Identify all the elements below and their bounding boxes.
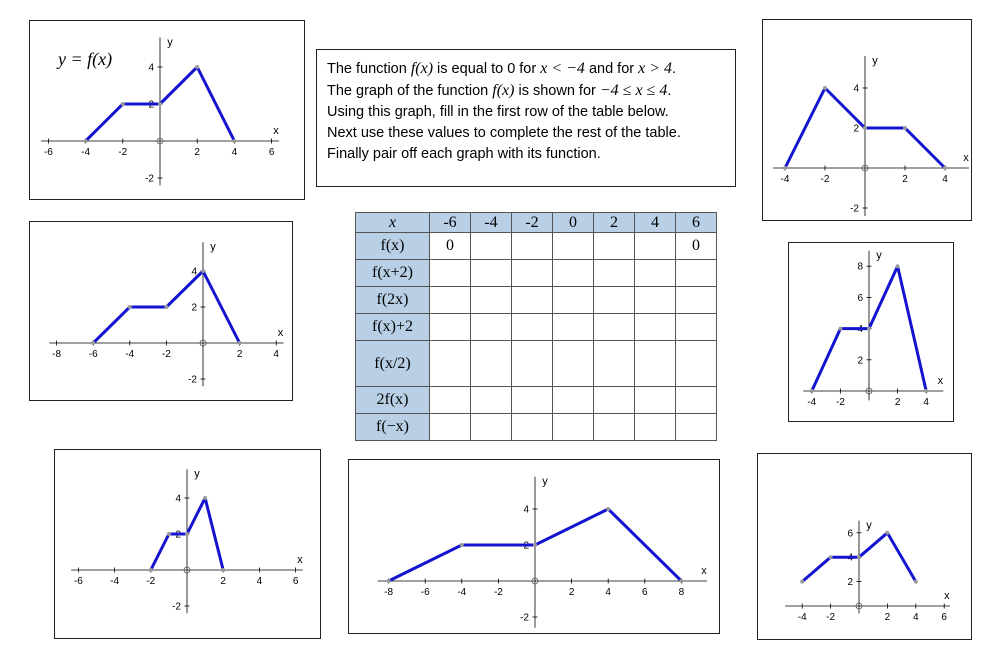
data-point: [885, 531, 889, 535]
table-cell[interactable]: [594, 341, 635, 387]
graph-3: [30, 222, 294, 402]
table-cell[interactable]: [594, 260, 635, 287]
instruction-line-2: [327, 80, 725, 102]
x-tick-label: -2: [161, 349, 171, 360]
table-row: [356, 233, 717, 260]
row-label: f(x): [356, 233, 430, 260]
y-tick-label: -2: [188, 374, 197, 386]
graph-panel-5: [54, 449, 321, 639]
math-x-lt: x < −4: [540, 60, 585, 77]
graph-panel-1: [29, 20, 305, 200]
table-cell[interactable]: [635, 233, 676, 260]
y-tick-label: 2: [175, 529, 181, 541]
x-axis-label: x: [273, 125, 279, 137]
table-row: [356, 414, 717, 441]
table-cell[interactable]: [512, 287, 553, 314]
table-cell[interactable]: [594, 387, 635, 414]
x-tick-label: 2: [894, 397, 901, 408]
row-label: f(x)+2: [356, 314, 430, 341]
table-cell[interactable]: [430, 314, 471, 341]
y-tick-label: -2: [520, 612, 529, 624]
y-tick-label: 4: [523, 504, 529, 516]
y-tick-label: 2: [853, 123, 859, 135]
graph-7: [758, 454, 973, 641]
table-cell[interactable]: [635, 341, 676, 387]
data-point: [810, 389, 814, 393]
x-tick-label: -8: [384, 587, 394, 598]
table-cell[interactable]: [635, 387, 676, 414]
data-point: [914, 580, 918, 584]
graph-2: [763, 20, 973, 222]
table-cell[interactable]: [553, 314, 594, 341]
x-tick-label: -6: [43, 147, 53, 158]
y-tick-label: 2: [191, 302, 197, 314]
header-x: [356, 213, 430, 233]
table-cell[interactable]: [594, 414, 635, 441]
y-tick-label: 6: [847, 528, 853, 540]
graph-1: [30, 21, 306, 201]
x-axis-label: x: [277, 327, 284, 339]
data-point: [606, 507, 610, 511]
x-tick-label: -4: [81, 147, 91, 158]
x-tick-label: -2: [493, 587, 503, 598]
x-tick-label: -2: [146, 576, 156, 587]
x-tick-label: -2: [826, 612, 836, 623]
data-point: [121, 102, 125, 106]
table-cell[interactable]: [635, 314, 676, 341]
instructions-box: [316, 49, 736, 187]
data-point: [863, 126, 867, 130]
x-tick-label: 6: [268, 147, 275, 158]
y-tick-label: 2: [148, 99, 154, 111]
data-point: [857, 555, 861, 559]
x-tick-label: 2: [568, 587, 575, 598]
y-tick-label: -2: [172, 601, 181, 613]
table-cell[interactable]: [676, 414, 717, 441]
instruction-line-5: Finally pair off each graph with its function.: [327, 146, 601, 162]
col-header: -2: [512, 213, 553, 233]
table-cell[interactable]: [553, 387, 594, 414]
data-point: [185, 532, 189, 536]
x-tick-label: -4: [797, 612, 807, 623]
y-tick-label: 4: [853, 83, 859, 95]
math-range: −4 ≤ x ≤ 4: [599, 82, 668, 99]
col-header: -6: [430, 213, 471, 233]
x-tick-label: -2: [118, 147, 128, 158]
data-point: [221, 568, 225, 572]
x-tick-label: 4: [942, 174, 948, 185]
table-cell[interactable]: [635, 414, 676, 441]
x-axis-label: x: [937, 375, 944, 387]
table-cell[interactable]: 0: [430, 233, 471, 260]
x-tick-label: 4: [923, 397, 929, 408]
data-point: [238, 341, 242, 345]
y-tick-label: -2: [145, 173, 154, 185]
math-x-gt: x > 4: [638, 60, 673, 77]
x-tick-label: 2: [902, 174, 908, 185]
y-tick-label: 2: [847, 577, 853, 589]
table-cell[interactable]: [553, 260, 594, 287]
table-cell[interactable]: [512, 414, 553, 441]
table-cell[interactable]: [594, 233, 635, 260]
function-table: [355, 212, 717, 441]
x-axis-label: x: [297, 554, 303, 566]
data-point: [201, 269, 205, 273]
graph-4: [789, 243, 955, 423]
data-point: [460, 543, 464, 547]
x-tick-label: -6: [73, 576, 83, 587]
text: .: [667, 83, 672, 99]
col-header: 6: [676, 213, 717, 233]
math-fx: f(x): [410, 60, 434, 77]
data-point: [164, 305, 168, 309]
table-body: [356, 233, 717, 441]
table-cell[interactable]: [594, 314, 635, 341]
table-cell[interactable]: [430, 414, 471, 441]
y-tick-label: 4: [191, 266, 197, 278]
table-cell[interactable]: [471, 314, 512, 341]
text: is shown for: [514, 83, 600, 99]
col-header: 4: [635, 213, 676, 233]
table-cell[interactable]: 0: [676, 233, 717, 260]
col-header: 2: [594, 213, 635, 233]
table-cell[interactable]: [471, 233, 512, 260]
graph-5: [55, 450, 322, 640]
data-point: [533, 543, 537, 547]
y-tick-label: 6: [857, 292, 863, 304]
table-cell[interactable]: [676, 387, 717, 414]
table-cell[interactable]: [512, 387, 553, 414]
x-tick-label: -4: [457, 587, 467, 598]
text: and for: [584, 61, 639, 77]
data-point: [903, 126, 907, 130]
table-cell[interactable]: [635, 287, 676, 314]
math-fx: f(x): [492, 82, 515, 99]
data-point: [195, 65, 199, 69]
x-tick-label: 4: [273, 349, 279, 360]
table-row: [356, 314, 717, 341]
x-axis-label: x: [701, 565, 707, 577]
x-tick-label: 2: [220, 576, 226, 587]
data-point: [167, 532, 171, 536]
data-point: [829, 555, 833, 559]
x-tick-label: -4: [780, 174, 790, 185]
x-tick-label: 2: [236, 349, 243, 360]
table-row: [356, 387, 717, 414]
data-point: [91, 341, 95, 345]
table-cell[interactable]: [553, 287, 594, 314]
data-point: [679, 579, 683, 583]
table-cell[interactable]: [553, 341, 594, 387]
x-axis-label: x: [944, 590, 950, 602]
table-cell[interactable]: [471, 341, 512, 387]
data-point: [896, 264, 900, 268]
y-axis-label: y: [876, 249, 882, 262]
table-cell[interactable]: [553, 414, 594, 441]
table-cell[interactable]: [676, 287, 717, 314]
text: The graph of the function: [327, 83, 493, 99]
x-tick-label: -4: [110, 576, 120, 587]
table-cell[interactable]: [471, 287, 512, 314]
table-cell[interactable]: [676, 260, 717, 287]
row-label: f(x/2): [356, 341, 430, 387]
table-cell[interactable]: [512, 341, 553, 387]
table-cell[interactable]: [471, 387, 512, 414]
y-axis-label: y: [866, 519, 872, 532]
graph-panel-4: [788, 242, 954, 422]
x-tick-label: 6: [292, 576, 299, 587]
y-tick-label: 4: [847, 552, 853, 564]
x-tick-label: 4: [605, 587, 611, 598]
y-tick-label: 4: [148, 62, 154, 74]
table-row: [356, 260, 717, 287]
col-header: -4: [471, 213, 512, 233]
row-label: f(2x): [356, 287, 430, 314]
x-tick-label: -4: [807, 397, 817, 408]
graph-panel-7: [757, 453, 972, 640]
instruction-line-1: [327, 58, 725, 80]
table-row: [356, 341, 717, 387]
y-tick-label: 2: [857, 355, 863, 367]
x-tick-label: -6: [420, 587, 430, 598]
y-tick-label: 2: [523, 540, 529, 552]
graph-panel-2: [762, 19, 972, 221]
data-point: [838, 327, 842, 331]
text: is equal to 0 for: [433, 61, 541, 77]
data-point: [943, 166, 947, 170]
y-axis-label: y: [872, 55, 878, 67]
data-point: [387, 579, 391, 583]
table-row: [356, 287, 717, 314]
table-cell[interactable]: [471, 414, 512, 441]
graph-6: [349, 460, 721, 635]
x-tick-label: 6: [941, 612, 947, 623]
table-cell[interactable]: [512, 260, 553, 287]
data-point: [203, 496, 207, 500]
x-tick-label: -8: [52, 349, 62, 360]
data-point: [128, 305, 132, 309]
table-cell[interactable]: [430, 387, 471, 414]
x-tick-label: 4: [231, 147, 238, 158]
table-cell[interactable]: [676, 314, 717, 341]
data-point: [149, 568, 153, 572]
graph-panel-6: [348, 459, 720, 634]
table-cell[interactable]: [512, 233, 553, 260]
table-cell[interactable]: [512, 314, 553, 341]
x-axis-label: x: [963, 152, 969, 164]
table-cell[interactable]: [430, 260, 471, 287]
y-tick-label: -2: [850, 203, 859, 215]
x-label: x: [388, 213, 397, 231]
data-point: [158, 102, 162, 106]
instruction-line-4: Next use these values to complete the rest of the table.: [327, 125, 681, 141]
x-tick-label: -6: [88, 349, 98, 360]
x-tick-label: 2: [884, 612, 891, 623]
y-axis-label: y: [542, 475, 548, 488]
y-axis-label: y: [210, 241, 216, 254]
y-tick-label: 8: [857, 261, 863, 273]
text: The function: [327, 61, 411, 77]
x-tick-label: -2: [820, 174, 830, 185]
table-cell[interactable]: [430, 287, 471, 314]
y-tick-label: 4: [175, 493, 181, 505]
instruction-line-3: Using this graph, fill in the first row of the table below.: [327, 104, 669, 120]
y-axis-label: y: [194, 468, 200, 481]
x-tick-label: -2: [835, 397, 845, 408]
text: .: [672, 61, 677, 77]
row-label: f(x+2): [356, 260, 430, 287]
table-cell[interactable]: [676, 341, 717, 387]
graph-formula: y = f(x): [58, 49, 113, 69]
data-point: [867, 327, 871, 331]
y-axis-label: y: [167, 36, 173, 49]
data-point: [232, 139, 236, 143]
col-header: 0: [553, 213, 594, 233]
table-cell[interactable]: [430, 341, 471, 387]
x-tick-label: 6: [642, 587, 648, 598]
data-point: [783, 166, 787, 170]
row-label: f(−x): [356, 414, 430, 441]
table-cell[interactable]: [471, 260, 512, 287]
x-tick-label: 8: [678, 587, 685, 598]
graph-panel-3: [29, 221, 293, 401]
data-point: [823, 86, 827, 90]
row-label: 2f(x): [356, 387, 430, 414]
x-tick-label: 2: [194, 147, 200, 158]
data-point: [84, 139, 88, 143]
data-point: [924, 389, 928, 393]
y-tick-label: 4: [857, 324, 863, 336]
x-tick-label: 4: [913, 612, 919, 623]
table-cell[interactable]: [594, 287, 635, 314]
table-cell[interactable]: [635, 260, 676, 287]
table-header-row: [356, 213, 717, 233]
x-tick-label: 4: [256, 576, 263, 587]
table-cell[interactable]: [553, 233, 594, 260]
data-point: [800, 580, 804, 584]
x-tick-label: -4: [125, 349, 135, 360]
